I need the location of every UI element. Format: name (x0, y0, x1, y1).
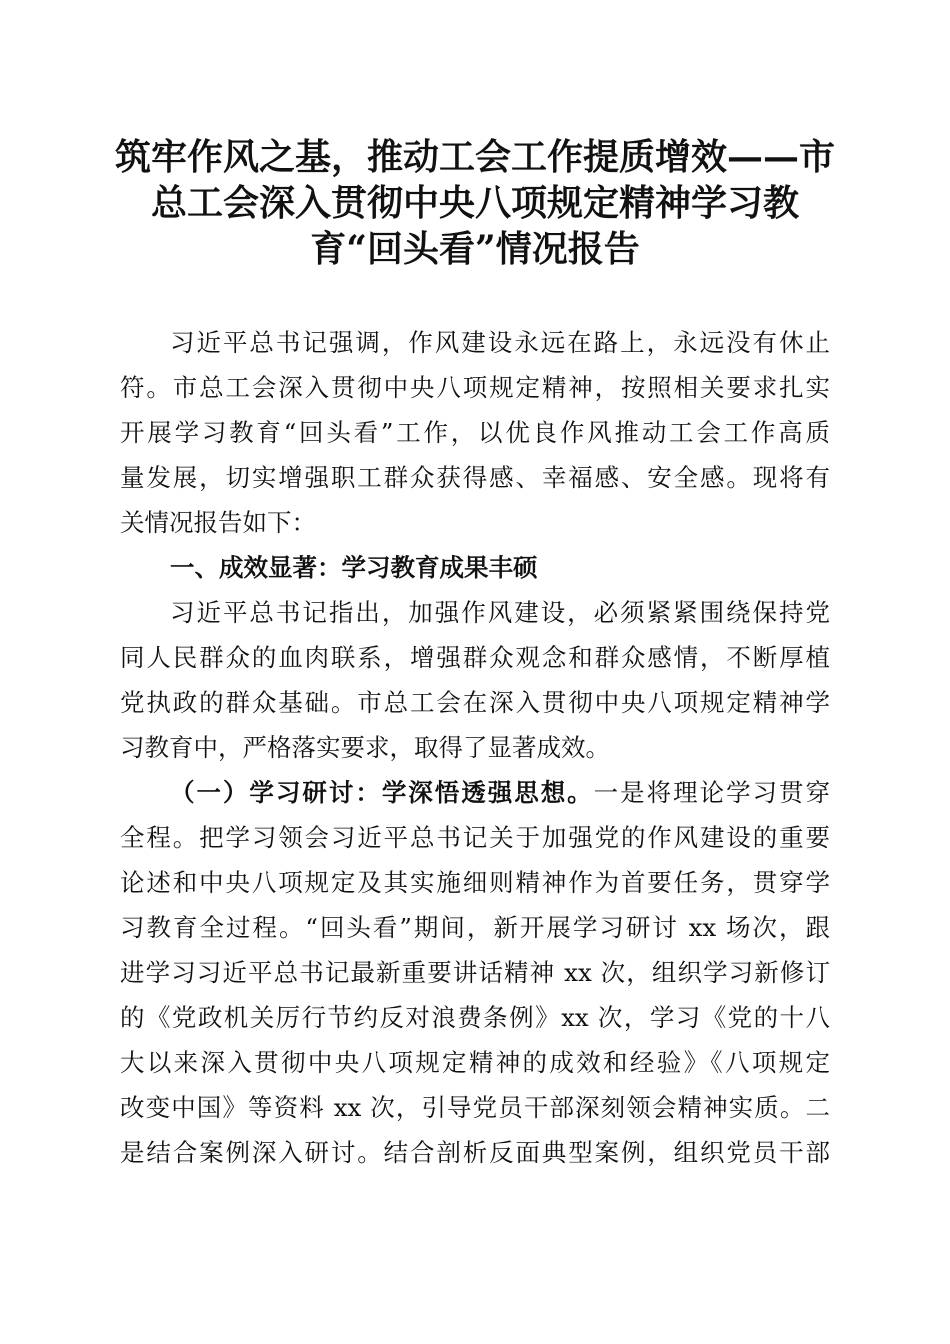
document-title (100, 134, 850, 272)
paragraph-line: 习近平总书记指出，加强作风建设，必须紧紧围绕保持党 (170, 598, 830, 627)
title-line: 筑牢作风之基，推动工会工作提质增效——市 (114, 136, 835, 178)
subsection-first-line (120, 770, 830, 815)
document-body (120, 320, 830, 1175)
paragraph-line: 开展学习教育“回头看”工作，以优良作风推动工会工作高质 (120, 418, 830, 447)
paragraph-line: 习教育全过程。“回头看”期间，新开展学习研讨 xx 场次，跟 (120, 913, 830, 942)
paragraph-line: 是结合案例深入研讨。结合剖析反面典型案例，组织党员干部 (120, 1138, 830, 1167)
title-line: 总工会深入贯彻中央八项规定精神学习教 (150, 182, 799, 224)
paragraph-line: 的《党政机关厉行节约反对浪费条例》xx 次，学习《党的十八 (120, 1003, 830, 1032)
paragraph-line: 同人民群众的血肉联系，增强群众观念和群众感情，不断厚植 (120, 643, 830, 672)
paragraph-line: 习教育中，严格落实要求，取得了显著成效。 (120, 733, 610, 762)
paragraph-line: 党执政的群众基础。市总工会在深入贯彻中央八项规定精神学 (120, 688, 830, 717)
paragraph-line: 全程。把学习领会习近平总书记关于加强党的作风建设的重要 (120, 823, 830, 852)
paragraph-line: 关情况报告如下： (120, 508, 316, 537)
paragraph-line: 习近平总书记强调，作风建设永远在路上，永远没有休止 (170, 328, 830, 357)
paragraph-line: 量发展，切实增强职工群众获得感、幸福感、安全感。现将有 (120, 463, 830, 492)
subsection-first-rest: 一是将理论学习贯穿 (593, 778, 831, 807)
section-heading: 一、成效显著：学习教育成果丰硕 (170, 553, 538, 582)
title-line: 育“回头看”情况报告 (310, 228, 640, 270)
subsection-lead: （一）学习研讨：学深悟透强思想。 (170, 778, 594, 807)
paragraph-line: 论述和中央八项规定及其实施细则精神作为首要任务，贯穿学 (120, 868, 830, 897)
paragraph-line: 进学习习近平总书记最新重要讲话精神 xx 次，组织学习新修订 (120, 958, 830, 987)
paragraph-line: 大以来深入贯彻中央八项规定精神的成效和经验》《八项规定 (120, 1048, 830, 1077)
paragraph-line: 改变中国》等资料 xx 次，引导党员干部深刻领会精神实质。二 (120, 1093, 830, 1122)
paragraph-line: 符。市总工会深入贯彻中央八项规定精神，按照相关要求扎实 (120, 373, 830, 402)
